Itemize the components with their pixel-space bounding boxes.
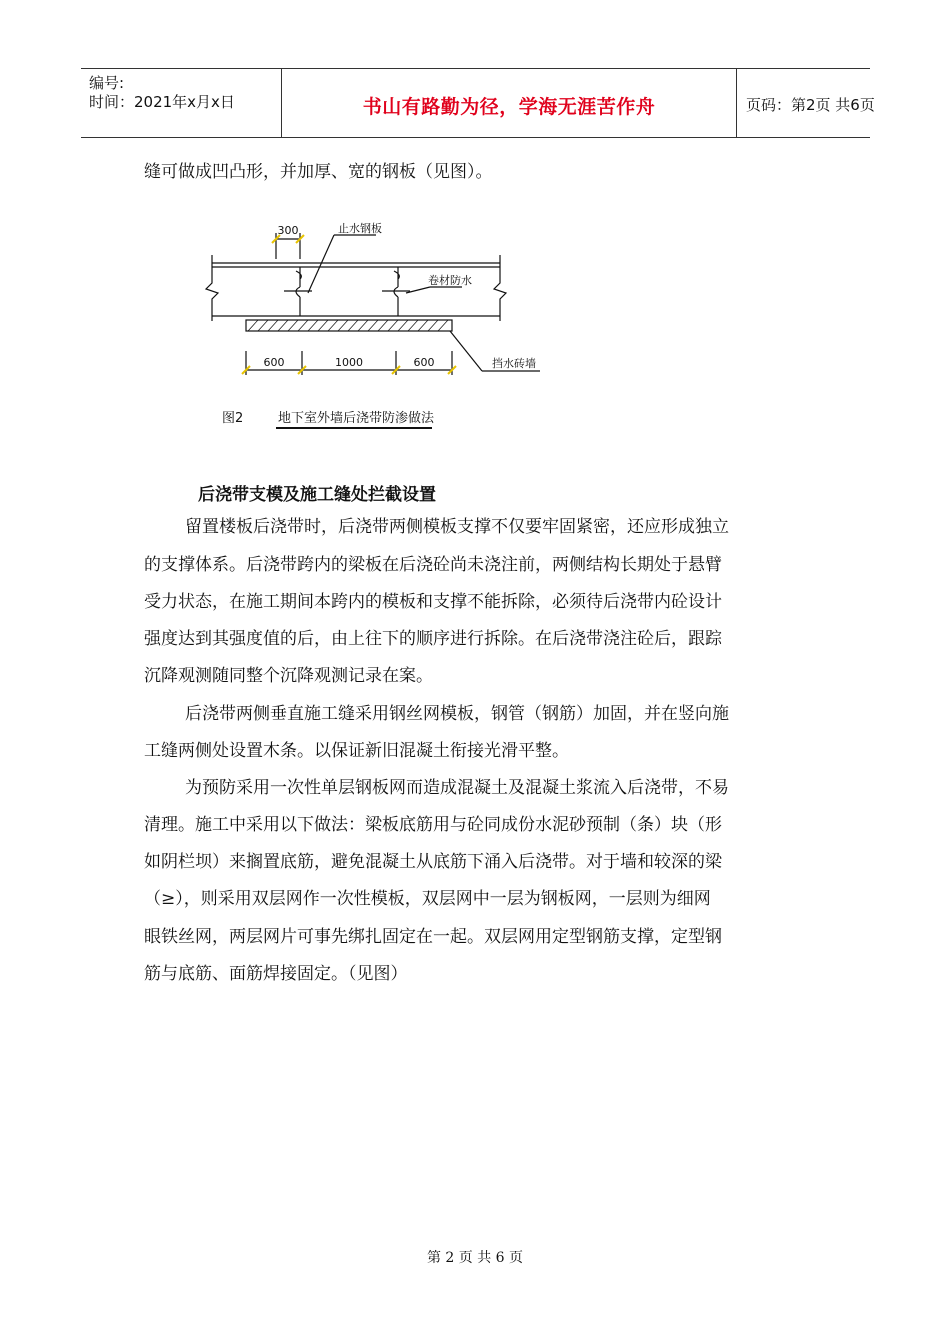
post-pour-strip-diagram xyxy=(200,215,560,435)
p3-line: 清理。施工中采用以下做法：梁板底筋用与砼同成份水泥砂预制（条）块（形 xyxy=(144,815,722,835)
p1-line: 的支撑体系。后浇带跨内的梁板在后浇砼尚未浇注前，两侧结构长期处于悬臂 xyxy=(144,555,722,575)
dim-top-text: 300 xyxy=(277,224,299,237)
p3-line: （≥），则采用双层网作一次性模板，双层网中一层为钢板网，一层则为细网 xyxy=(144,889,711,909)
leader-waterstop xyxy=(308,235,334,293)
p2-line: 后浇带两侧垂直施工缝采用钢丝网模板，钢管（钢筋）加固，并在竖向施 xyxy=(185,704,729,724)
brick-hatch xyxy=(248,320,448,331)
header-page-cell xyxy=(736,69,875,137)
p3-line: 为预防采用一次性单层钢板网而造成混凝土及混凝土浆流入后浇带，不易 xyxy=(185,778,729,798)
page-footer: 第 2 页 共 6 页 xyxy=(426,1250,524,1266)
p3-line: 如阴栏坝）来搁置底筋，避免混凝土从底筋下涌入后浇带。对于墙和较深的梁 xyxy=(144,852,722,872)
header-motto: 书山有路勤为径，学海无涯苦作舟 xyxy=(362,96,656,118)
leader-brickwall xyxy=(450,331,482,371)
p1-line: 沉降观测随同整个沉降观测记录在案。 xyxy=(144,666,433,686)
header-time-label: 时间：2021年x月x日 xyxy=(89,93,235,111)
p1-line: 强度达到其强度值的后，由上往下的顺序进行拆除。在后浇带浇注砼后，跟踪 xyxy=(144,629,722,649)
figure-number: 图2 xyxy=(222,411,244,426)
header-number-label: 编号: xyxy=(89,74,125,92)
p2-line: 工缝两侧处设置木条。以保证新旧混凝土衔接光滑平整。 xyxy=(144,741,569,761)
dim-mid-text: 1000 xyxy=(335,356,363,369)
dim-left-text: 600 xyxy=(263,356,285,369)
label-waterstop: 止水钢板 xyxy=(338,222,382,235)
figure-caption: 地下室外墙后浇带防渗做法 xyxy=(278,411,435,426)
section-heading: 后浇带支模及施工缝处拦截设置 xyxy=(198,485,436,505)
break-left xyxy=(206,255,218,321)
leader-membrane xyxy=(406,287,430,293)
p3-line: 筋与底筋、面筋焊接固定。（见图） xyxy=(144,964,408,984)
intro-line: 缝可做成凹凸形，并加厚、宽的钢板（见图）。 xyxy=(144,162,493,182)
p1-line: 留置楼板后浇带时，后浇带两侧模板支撑不仅要牢固紧密，还应形成独立 xyxy=(185,517,729,537)
label-brickwall: 挡水砖墙 xyxy=(492,357,536,370)
break-right xyxy=(494,255,506,321)
header-info-cell xyxy=(81,69,281,137)
label-membrane: 卷材防水 xyxy=(428,274,472,287)
page-header xyxy=(81,68,875,138)
header-motto-cell xyxy=(281,69,737,137)
dim-right-text: 600 xyxy=(413,356,435,369)
header-page-label: 页码：第2页 共6页 xyxy=(746,96,875,114)
p1-line: 受力状态，在施工期间本跨内的模板和支撑不能拆除，必须待后浇带内砼设计 xyxy=(144,592,722,612)
p3-line: 眼铁丝网，两层网片可事先绑扎固定在一起。双层网用定型钢筋支撑，定型钢 xyxy=(144,927,722,947)
